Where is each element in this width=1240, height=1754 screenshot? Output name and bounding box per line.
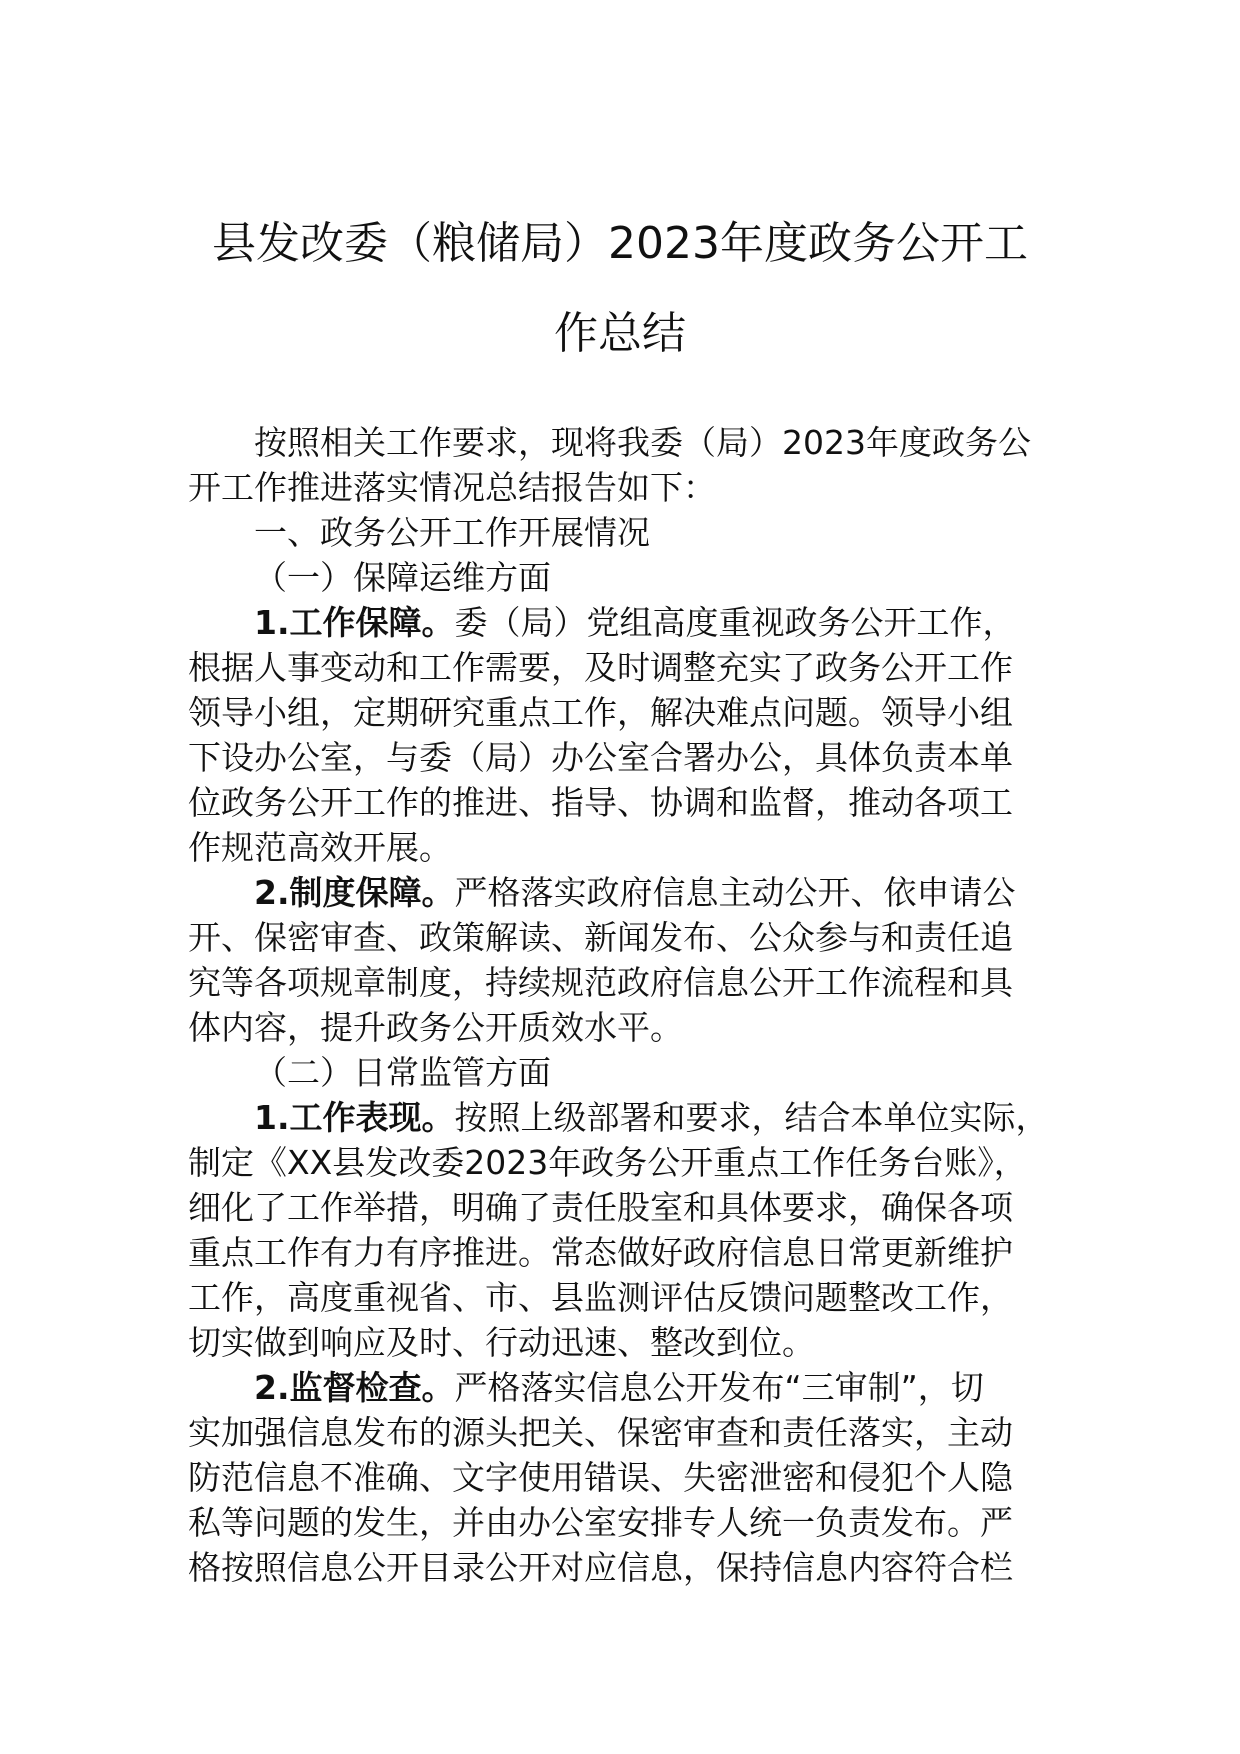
- line-text: 究等各项规章制度，持续规范政府信息公开工作流程和具: [188, 963, 1013, 1002]
- line-text: 根据人事变动和工作需要，及时调整充实了政务公开工作: [188, 648, 1013, 687]
- line-text: （一）保障运维方面: [254, 558, 551, 597]
- line-text: 按照上级部署和要求，结合本单位实际，: [454, 1098, 1049, 1137]
- line-text: 一、政务公开工作开展情况: [254, 513, 650, 552]
- line-text: 私等问题的发生，并由办公室安排专人统一负责发布。严: [188, 1503, 1013, 1542]
- body-line: [188, 1050, 1068, 1095]
- bold-lead-text: 2.监督检查。: [254, 1368, 455, 1407]
- body-line: [188, 870, 1068, 915]
- line-text: 防范信息不准确、文字使用错误、失密泄密和侵犯个人隐: [188, 1458, 1013, 1497]
- document-body: [188, 420, 1068, 1590]
- line-text: 切实做到响应及时、行动迅速、整改到位。: [188, 1323, 815, 1362]
- line-text: 领导小组，定期研究重点工作，解决难点问题。领导小组: [188, 693, 1013, 732]
- line-text: 开、保密审查、政策解读、新闻发布、公众参与和责任追: [188, 918, 1013, 957]
- body-line: [188, 825, 1068, 870]
- body-line: [188, 1455, 1068, 1500]
- body-line: [188, 1230, 1068, 1275]
- line-text: 按照相关工作要求，现将我委（局）2023年度政务公: [254, 423, 1031, 462]
- line-text: 作规范高效开展。: [188, 828, 452, 867]
- body-line: [188, 1005, 1068, 1050]
- body-line: [188, 960, 1068, 1005]
- body-line: [188, 1410, 1068, 1455]
- body-line: [188, 915, 1068, 960]
- body-line: [188, 555, 1068, 600]
- line-text: 严格落实政府信息主动公开、依申请公: [454, 873, 1016, 912]
- body-line: [188, 1140, 1068, 1185]
- body-line: [188, 1095, 1068, 1140]
- line-text: 下设办公室，与委（局）办公室合署办公，具体负责本单: [188, 738, 1013, 777]
- body-line: [188, 690, 1068, 735]
- body-line: [188, 600, 1068, 645]
- body-line: [188, 510, 1068, 555]
- line-text: 格按照信息公开目录公开对应信息，保持信息内容符合栏: [188, 1548, 1013, 1587]
- line-text: 细化了工作举措，明确了责任股室和具体要求，确保各项: [188, 1188, 1013, 1227]
- bold-lead-text: 1.工作保障。: [254, 603, 455, 642]
- body-line: [188, 1365, 1068, 1410]
- body-line: [188, 780, 1068, 825]
- body-line: [188, 1185, 1068, 1230]
- line-text: 重点工作有力有序推进。常态做好政府信息日常更新维护: [188, 1233, 1013, 1272]
- bold-lead-text: 2.制度保障。: [254, 873, 455, 912]
- document-title-line-1: 县发改委（粮储局）2023年度政务公开工: [212, 218, 1028, 269]
- line-text: 体内容，提升政务公开质效水平。: [188, 1008, 683, 1047]
- line-text: 制定《XX县发改委2023年政务公开重点工作任务台账》，: [188, 1143, 1027, 1182]
- line-text: 位政务公开工作的推进、指导、协调和监督，推动各项工: [188, 783, 1013, 822]
- body-line: [188, 420, 1068, 465]
- body-line: [188, 1275, 1068, 1320]
- line-text: （二）日常监管方面: [254, 1053, 551, 1092]
- line-text: 委（局）党组高度重视政务公开工作，: [454, 603, 1016, 642]
- body-line: [188, 645, 1068, 690]
- body-line: [188, 735, 1068, 780]
- line-text: 严格落实信息公开发布“三审制”，切: [454, 1368, 984, 1407]
- body-line: [188, 1545, 1068, 1590]
- line-text: 开工作推进落实情况总结报告如下：: [188, 468, 716, 507]
- body-line: [188, 465, 1068, 510]
- body-line: [188, 1500, 1068, 1545]
- body-line: [188, 1320, 1068, 1365]
- line-text: 工作，高度重视省、市、县监测评估反馈问题整改工作，: [188, 1278, 1013, 1317]
- line-text: 实加强信息发布的源头把关、保密审查和责任落实，主动: [188, 1413, 1013, 1452]
- bold-lead-text: 1.工作表现。: [254, 1098, 455, 1137]
- document-title-line-2: 作总结: [554, 308, 686, 359]
